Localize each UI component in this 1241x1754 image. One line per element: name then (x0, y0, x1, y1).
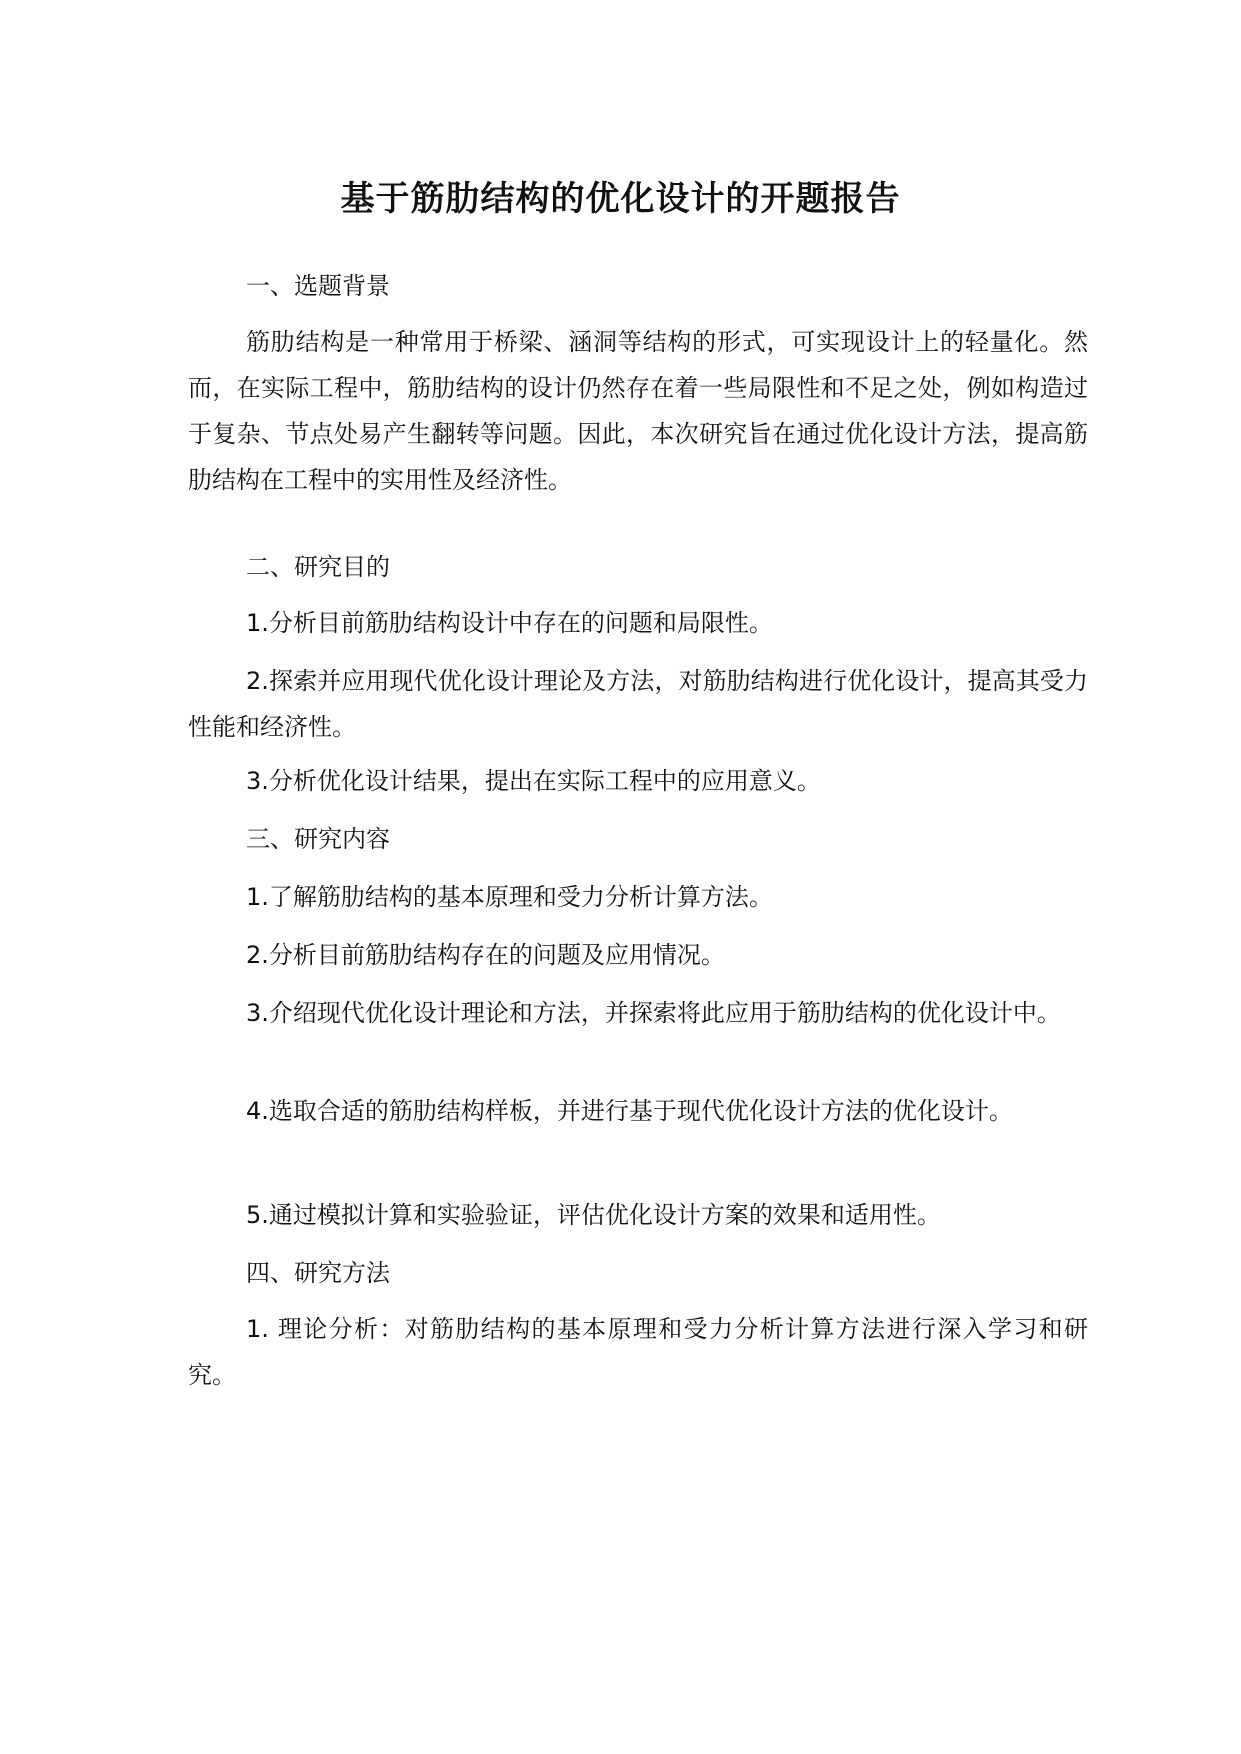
purpose-item-2: 2.探索并应用现代优化设计理论及方法，对筋肋结构进行优化设计，提高其受力性能和经济性。 (188, 667, 1088, 741)
method-item-1: 1. 理论分析：对筋肋结构的基本原理和受力分析计算方法进行深入学习和研究。 (188, 1315, 1088, 1389)
background-paragraph: 筋肋结构是一种常用于桥梁、涵洞等结构的形式，可实现设计上的轻量化。然而，在实际工程中，筋肋结构的设计仍然存在着一些局限性和不足之处，例如构造过于复杂、节点处易产生翻转等问题。因此，本次研究旨在通过优化设计方法，提高筋肋结构在工程中的实用性及经济性。 (188, 328, 1088, 494)
section-heading-background: 一、选题背景 (246, 272, 390, 300)
content-item-2: 2.分析目前筋肋结构存在的问题及应用情况。 (246, 941, 725, 969)
content-item-3: 3.介绍现代优化设计理论和方法，并探索将此应用于筋肋结构的优化设计中。 (246, 999, 1061, 1027)
content-item-4: 4.选取合适的筋肋结构样板，并进行基于现代优化设计方法的优化设计。 (246, 1097, 1013, 1125)
document-title: 基于筋肋结构的优化设计的开题报告 (340, 179, 901, 219)
purpose-item-1: 1.分析目前筋肋结构设计中存在的问题和局限性。 (246, 609, 773, 637)
content-item-5: 5.通过模拟计算和实验验证，评估优化设计方案的效果和适用性。 (246, 1201, 941, 1229)
purpose-item-3: 3.分析优化设计结果，提出在实际工程中的应用意义。 (246, 767, 821, 795)
section-heading-content: 三、研究内容 (246, 825, 390, 853)
content-item-1: 1.了解筋肋结构的基本原理和受力分析计算方法。 (246, 883, 773, 911)
section-heading-method: 四、研究方法 (246, 1259, 390, 1287)
section-heading-purpose: 二、研究目的 (246, 553, 390, 581)
